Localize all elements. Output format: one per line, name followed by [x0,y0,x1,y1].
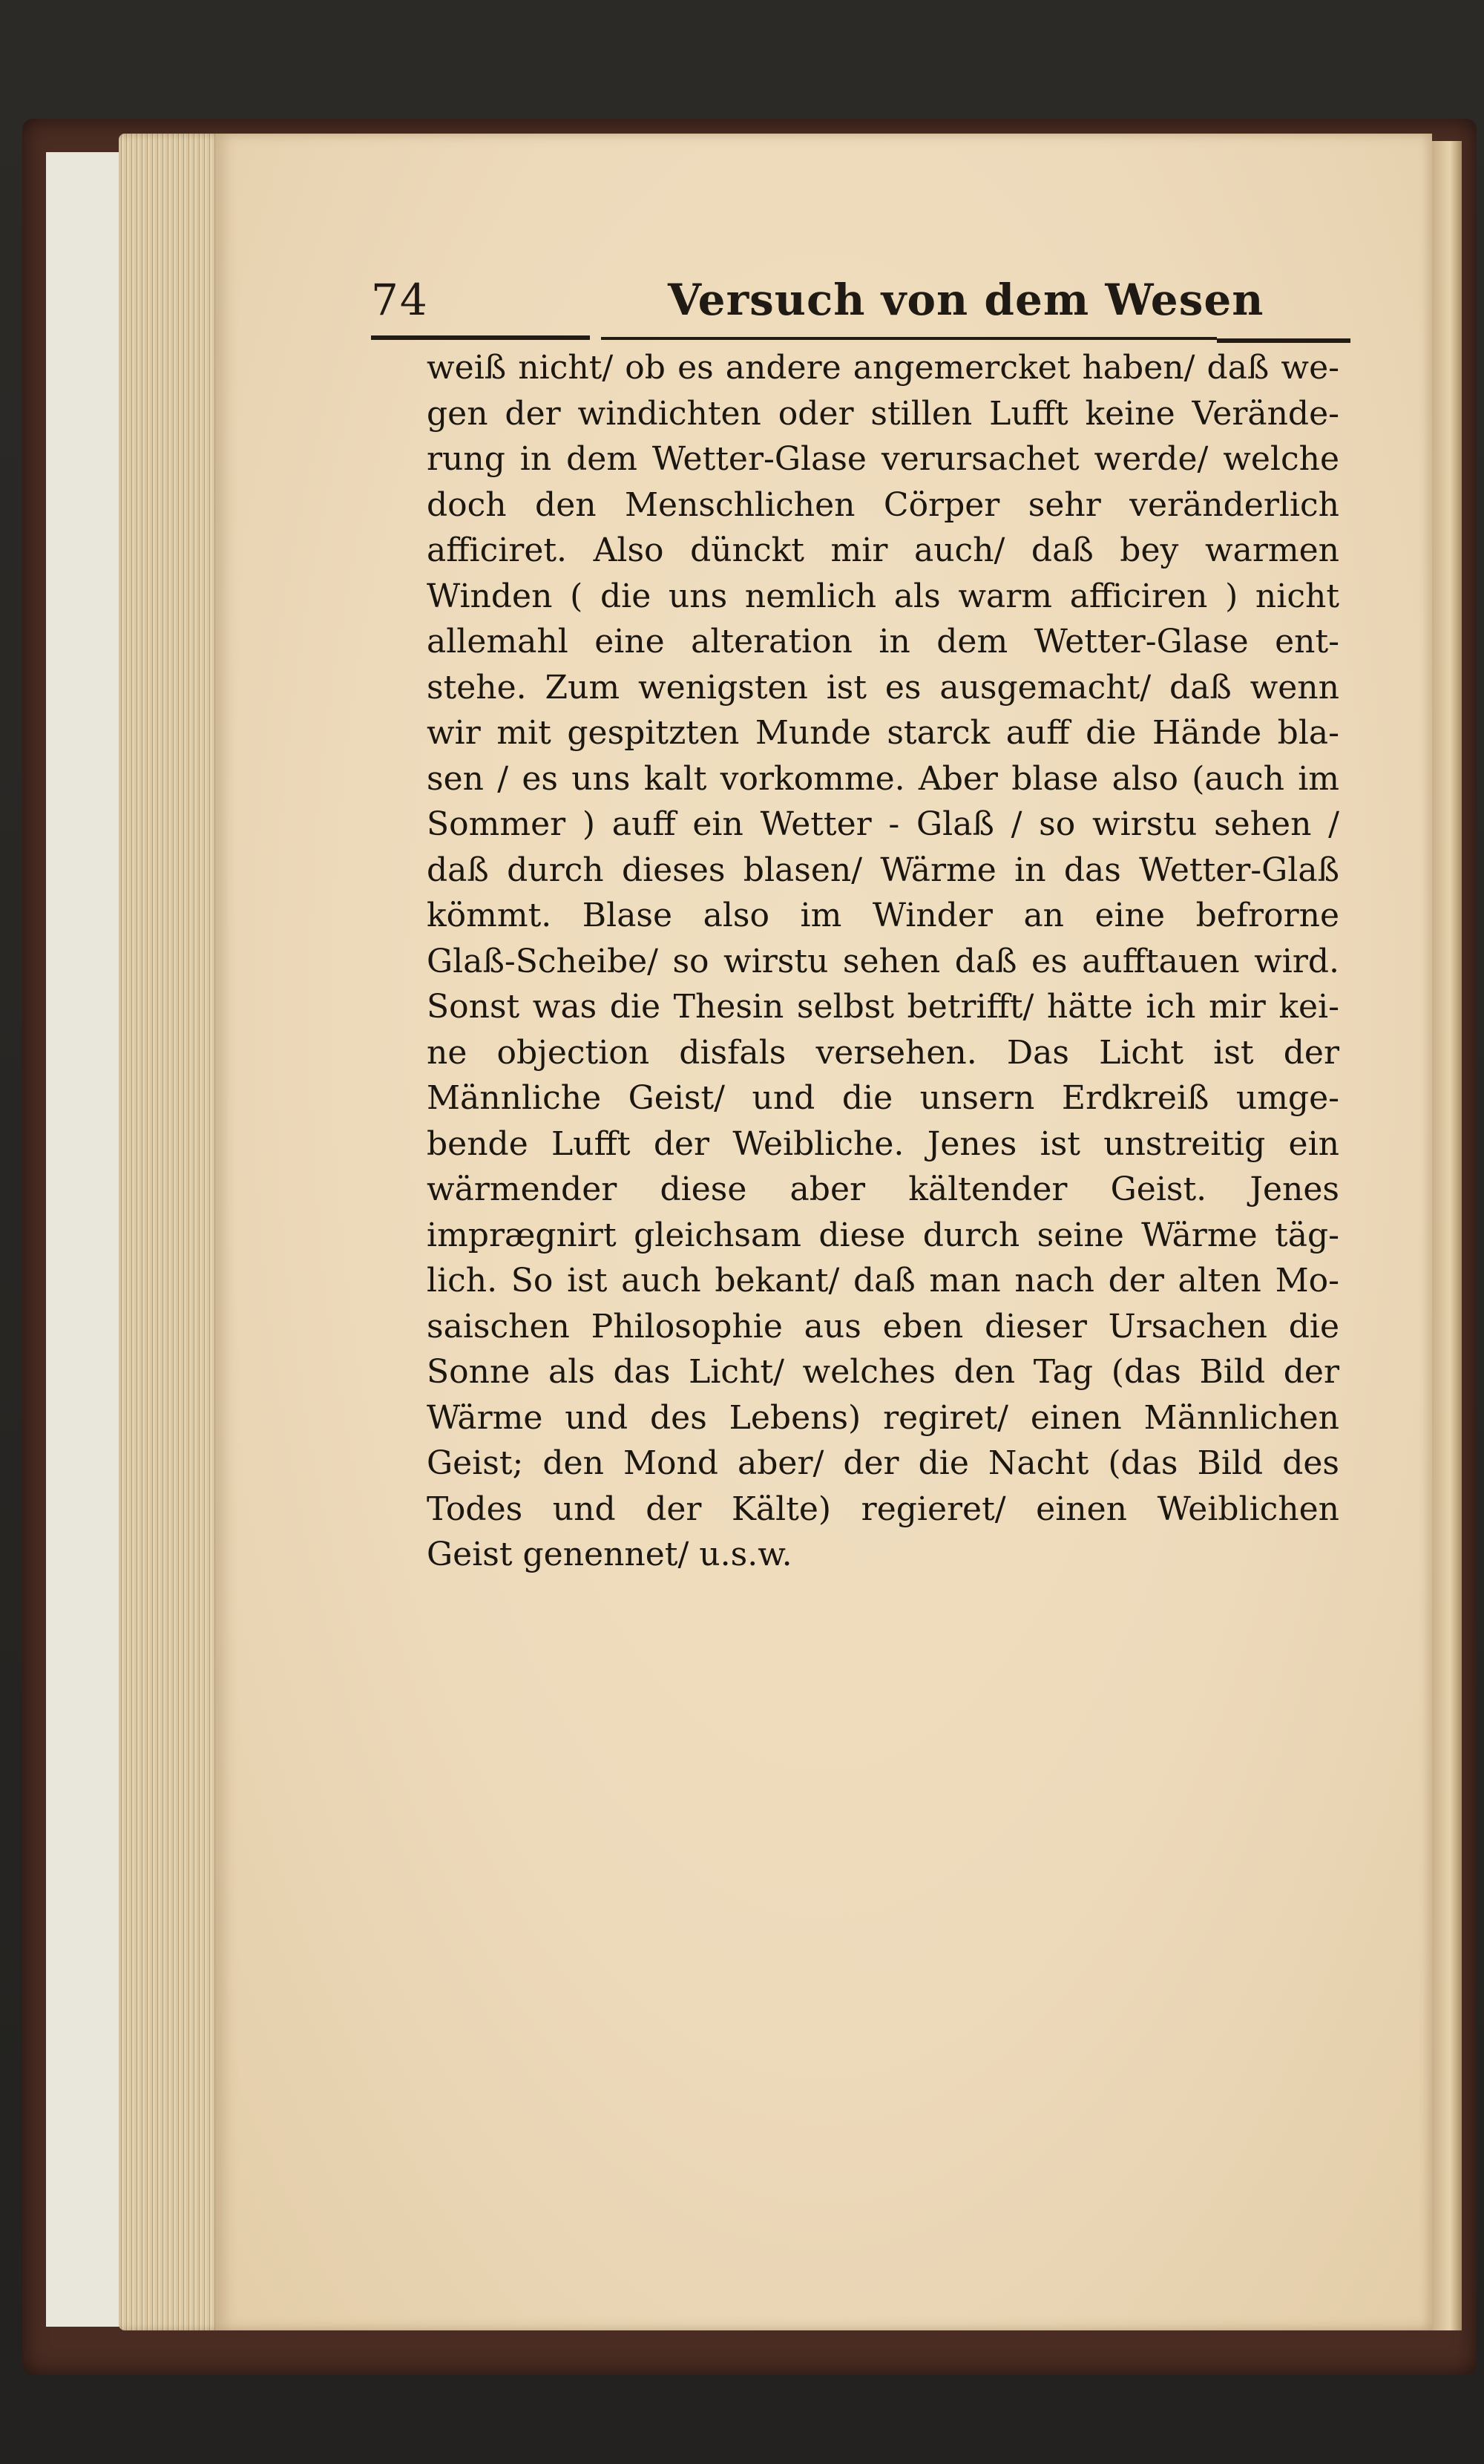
text-line: Männliche Geist/ und die unsern Erdkreiß umge- [427,1079,1339,1117]
running-head: Versuch von dem Wesen [668,275,1264,325]
text-line: Sonst was die Thesin selbst betrifft/ hätte ich mir kei- [427,988,1339,1026]
text-line: Wärme und des Lebens) regiret/ einen Männlichen [427,1398,1339,1437]
header-rule [371,335,590,340]
text-line: gen der windichten oder stillen Lufft keine Verände- [427,394,1339,433]
text-line: rung in dem Wetter-Glase verursachet werde/ welche [427,440,1339,478]
text-line: Winden ( die uns nemlich als warm afficiren ) nicht [427,577,1339,615]
text-line: afficiret. Also dünckt mir auch/ daß bey warmen [427,531,1339,569]
text-line: imprægnirt gleichsam diese durch seine Wärme täg- [427,1216,1339,1254]
text-line: Todes und der Kälte) regieret/ einen Weiblichen [427,1490,1339,1528]
body-text [427,345,1339,1578]
text-line: doch den Menschlichen Cörper sehr veränderlich [427,485,1339,524]
text-line: Geist; den Mond aber/ der die Nacht (das Bild des [427,1444,1339,1482]
text-line: weiß nicht/ ob es andere angemercket haben/ daß we- [427,349,1339,387]
header-rule [601,337,1217,340]
page-edges [119,134,230,2330]
text-line: Geist genennet/ u.s.w. [427,1536,792,1573]
text-line: saischen Philosophie aus eben dieser Ursachen die [427,1307,1339,1346]
text-line: lich. So ist auch bekant/ daß man nach der alten Mo- [427,1262,1339,1300]
text-line: Sonne als das Licht/ welches den Tag (das Bild der [427,1353,1339,1391]
text-line: allemahl eine alteration in dem Wetter-Glase ent- [427,623,1339,661]
text-line: ne objection disfals versehen. Das Licht ist der [427,1033,1339,1072]
text-line: stehe. Zum wenigsten ist es ausgemacht/ daß wenn [427,668,1339,707]
text-line: wärmender diese aber kältender Geist. Jenes [427,1170,1339,1208]
right-page-edge [1432,141,1462,2330]
text-line: wir mit gespitzten Munde starck auff die Hände bla- [427,714,1339,752]
text-line: sen / es uns kalt vorkomme. Aber blase also (auch im [427,759,1339,798]
text-line: daß durch dieses blasen/ Wärme in das Wetter-Glaß [427,851,1339,889]
text-line: bende Lufft der Weibliche. Jenes ist unstreitig ein [427,1124,1339,1163]
text-line: Sommer ) auff ein Wetter - Glaß / so wirstu sehen / [427,805,1339,843]
header-rule [1217,338,1350,343]
page-header [371,275,1350,341]
page-number: 74 [371,275,429,325]
text-line: kömmt. Blase also im Winder an eine befrorne [427,897,1339,934]
text-line: Glaß-Scheibe/ so wirstu sehen daß es aufftauen wird. [427,942,1339,980]
